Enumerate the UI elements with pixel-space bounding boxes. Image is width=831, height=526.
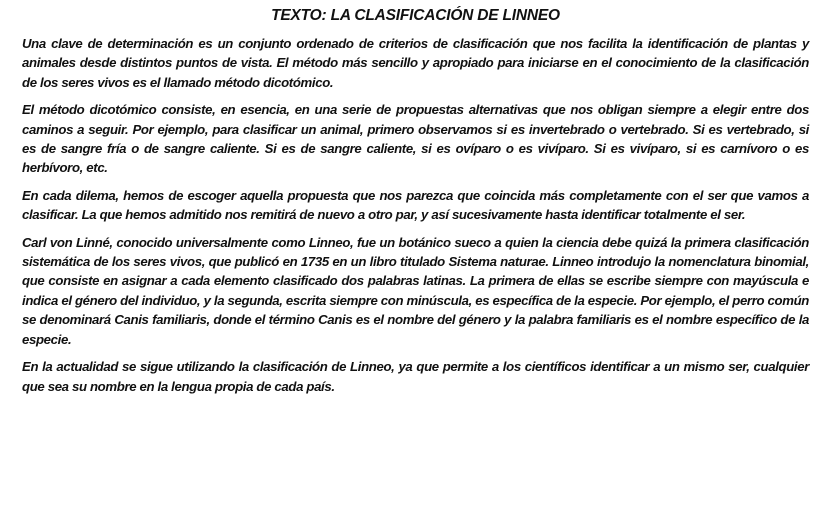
paragraph-metodo-dicotomico: El método dicotómico consiste, en esencia, en una serie de propuestas alternativas que nos obligan siempre a elegir entre dos caminos a seguir. Por ejemplo, para clasificar un animal, primero observamos si es invertebrado o vertebrado. Si es vertebrado, si es de sangre fría o de sangre caliente. Si es de sangre caliente, si es ovíparo o es vivíparo. Si es vivíparo, si es carnívoro o es herbívoro, etc.	[22, 102, 809, 176]
document-title: TEXTO: LA CLASIFICACIÓN DE LINNEO	[271, 7, 560, 24]
paragraph-actualidad: En la actualidad se sigue utilizando la clasificación de Linneo, ya que permite a los científicos identificar a un mismo ser, cualquier que sea su nombre en la lengua propia de cada país.	[22, 359, 809, 394]
paragraph-clave-determinacion: Una clave de determinación es un conjunto ordenado de criterios de clasificación que nos facilita la identificación de plantas y animales desde distintos puntos de vista. El método más sencillo y apropiado para iniciarse en el conocimiento de la clasificación de los seres vivos es el llamado método dicotómico.	[22, 36, 809, 90]
paragraph-linneo: Carl von Linné, conocido universalmente como Linneo, fue un botánico sueco a quien la ciencia debe quizá la primera clasificación sistemática de los seres vivos, que publicó en 1735 en un libro titulado Sistema naturae. Linneo introdujo la nomenclatura binomial, que consiste en asignar a cada elemento clasificado dos palabras latinas. La primera de ellas se escribe siempre con mayúscula e indica el género del individuo, y la segunda, escrita siempre con minúscula, es específica de la especie. Por ejemplo, el perro común se denominará Canis familiaris, donde el término Canis es el nombre del género y la palabra familiaris es el nombre específico de la especie.	[22, 234, 809, 347]
paragraph-dilema: En cada dilema, hemos de escoger aquella propuesta que nos parezca que coincida más completamente con el ser que vamos a clasificar. La que hemos admitido nos remitirá de nuevo a otro par, y así sucesivamente hasta identificar totalmente el ser.	[22, 187, 809, 223]
